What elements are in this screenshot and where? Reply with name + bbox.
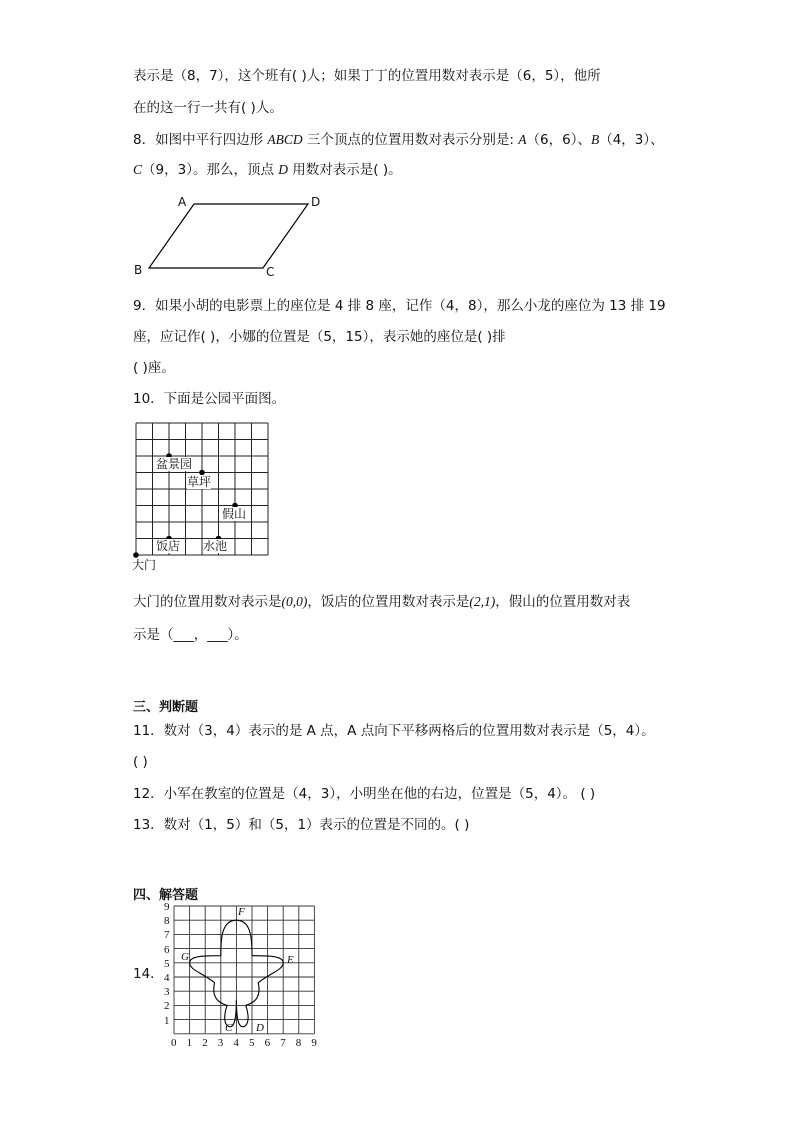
x-tick-label: 3: [217, 1037, 224, 1049]
y-tick-label: 5: [164, 957, 170, 970]
x-tick-label: 4: [233, 1037, 239, 1049]
map-label-caoping: 草坪: [187, 475, 212, 489]
q8-text: 三个顶点的位置用数对表示分别是:: [302, 132, 519, 148]
q11-line-1: 11．数对（3，4）表示的是 A 点，A 点向下平移两格后的位置用数对表示是（5，4）。: [133, 723, 655, 739]
vertex-label-d: D: [311, 195, 321, 209]
x-tick-label: 2: [202, 1037, 208, 1049]
q10-text: ，饭店的位置用数对表示是: [307, 594, 470, 610]
y-tick-label: 9: [164, 901, 170, 913]
q8-d: D: [278, 162, 288, 177]
parallelogram-figure: [130, 192, 330, 282]
x-tick-label: 8: [295, 1037, 302, 1049]
y-tick-label: 3: [164, 986, 170, 999]
x-tick-label: 0: [171, 1037, 177, 1049]
q9-line-2: 座，应记作( )，小娜的位置是（5，15），表示她的座位是( )排: [133, 329, 506, 345]
x-tick-label: 5: [249, 1037, 255, 1049]
map-label-fandian: 饭店: [156, 539, 181, 553]
q8-abcd: ABCD: [267, 132, 303, 147]
q8-line-2: [133, 161, 402, 179]
q8-c: C: [133, 162, 143, 177]
y-tick-label: 6: [164, 943, 170, 956]
q8-line-1: [133, 131, 664, 149]
q8-text: 8．如图中平行四边形: [133, 132, 268, 148]
point-label-c: C: [225, 1022, 233, 1034]
q9-line-3: ( )座。: [133, 360, 175, 376]
y-tick-label: 8: [164, 915, 170, 928]
q13-line: 13．数对（1，5）和（5，1）表示的位置是不同的。( ): [133, 817, 470, 833]
y-tick-label: 1: [164, 1014, 170, 1027]
q10-title: 10．下面是公园平面图。: [133, 391, 286, 407]
x-tick-label: 6: [264, 1037, 271, 1049]
q8-b: B: [590, 132, 600, 147]
q14-number: 14．: [133, 966, 164, 982]
map-label-damen: 大门: [132, 558, 157, 572]
map-label-shuichi: 水池: [203, 539, 228, 553]
parallelogram-abcd: [149, 204, 308, 268]
q8-text: （9，3）。那么，顶点: [142, 162, 279, 178]
y-tick-label: 2: [164, 1000, 170, 1013]
point-label-g: G: [181, 951, 189, 963]
x-tick-label: 1: [186, 1037, 193, 1049]
q10-line-2: 示是（___，___）。: [133, 627, 248, 643]
q8-a: A: [518, 132, 527, 147]
q9-line-1: 9．如果小胡的电影票上的座位是 4 排 8 座，记作（4，8），那么小龙的座位为 13 排 19: [133, 298, 666, 314]
vertex-label-a: A: [178, 195, 187, 209]
q7-line-2: 在的这一行一共有( )人。: [133, 100, 283, 116]
q10-coord-damen: (0,0): [281, 594, 308, 609]
flower-coordinate-grid: [174, 906, 318, 1034]
point-label-e: E: [287, 954, 294, 966]
q7-line-1: 表示是（8，7），这个班有( )人；如果丁丁的位置用数对表示是（6，5），他所: [133, 68, 601, 84]
y-tick-label: 4: [164, 972, 170, 984]
q11-line-2: ( ): [133, 754, 148, 770]
x-tick-label: 9: [311, 1037, 317, 1049]
section-4-heading: 四、解答题: [133, 888, 199, 903]
q8-text: 用数对表示是( )。: [288, 162, 402, 178]
point-label-f: F: [238, 906, 245, 918]
x-tick-label: 7: [280, 1037, 286, 1049]
q8-text: （4，3）、: [599, 132, 664, 148]
q12-line: 12．小军在教室的位置是（4，3），小明坐在他的右边，位置是（5，4）。 ( ): [133, 786, 596, 802]
vertex-label-b: B: [134, 263, 143, 277]
section-3-heading: 三、判断题: [133, 700, 199, 715]
q10-coord-fandian: (2,1): [469, 594, 496, 609]
q10-text: ，假山的位置用数对表: [495, 594, 631, 610]
y-tick-label: 7: [164, 929, 170, 942]
map-label-jiashan: 假山: [222, 507, 247, 521]
q10-line-1: [133, 593, 630, 611]
q10-text: 大门的位置用数对表示是: [133, 594, 282, 610]
map-label-penjingyuan: 盆景园: [156, 457, 193, 471]
vertex-label-c: C: [266, 265, 275, 279]
point-label-d: D: [256, 1022, 264, 1034]
q8-text: （6，6）、: [526, 132, 591, 148]
dot-damen: [133, 552, 139, 558]
